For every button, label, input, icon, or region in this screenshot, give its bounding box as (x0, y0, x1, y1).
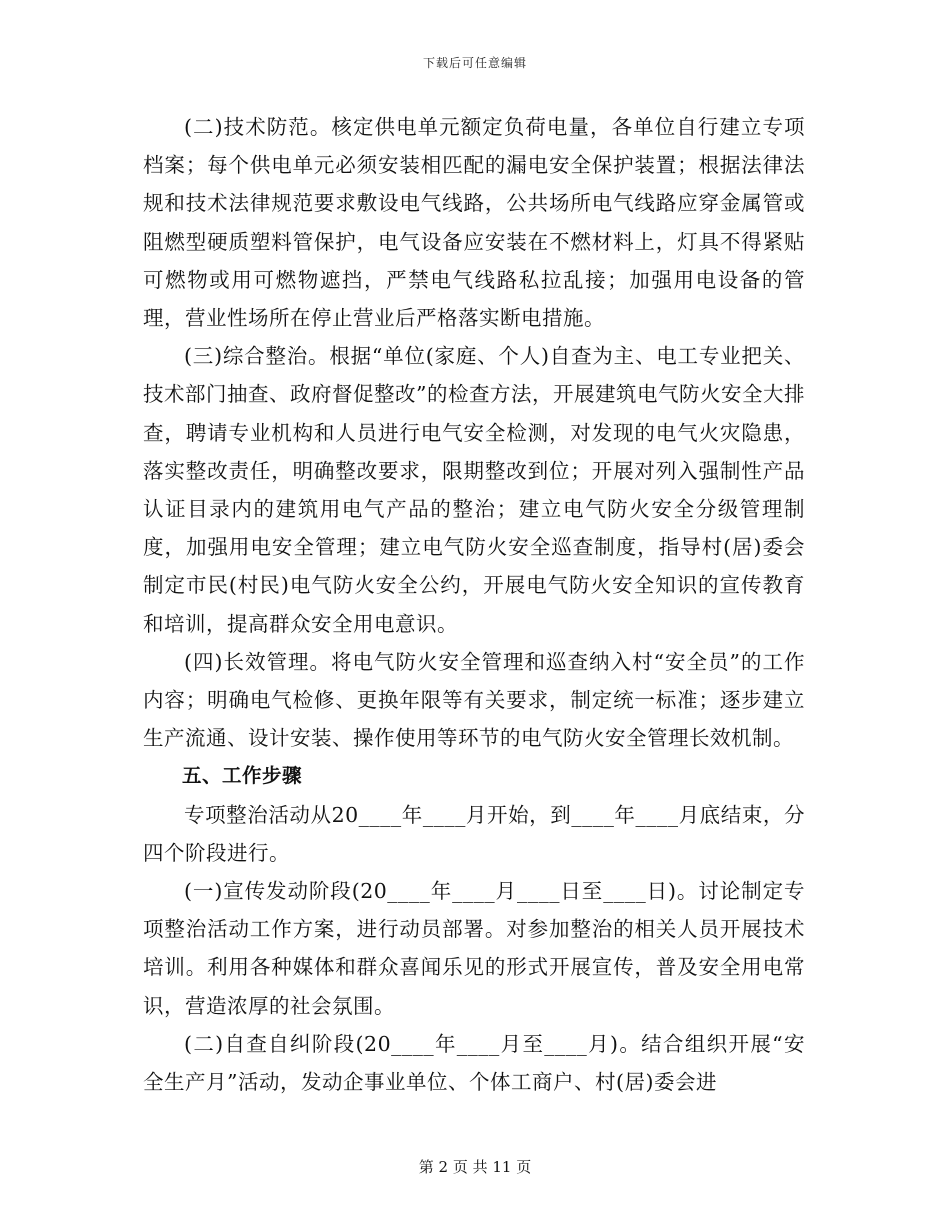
paragraph-publicity-stage: (一)宣传发动阶段(20____年____月____日至____日)。讨论制定专项整治活动工作方案，进行动员部署。对参加整治的相关人员开展技术培训。利用各种媒体和群众喜闻乐见的形式开展宣传，普及安全用电常识，营造浓厚的社会氛围。 (143, 879, 805, 1018)
document-body (143, 108, 805, 1101)
paragraph-schedule: 专项整治活动从20____年____月开始，到____年____月底结束，分四个阶段进行。 (143, 802, 805, 865)
paragraph-long-term-management: (四)长效管理。将电气防火安全管理和巡查纳入村“安全员”的工作内容；明确电气检修、更换年限等有关要求，制定统一标准；逐步建立生产流通、设计安装、操作使用等环节的电气防火安全管理长效机制。 (143, 649, 805, 751)
section-heading-work-steps: 五、工作步骤 (182, 764, 303, 788)
header-note: 下载后可任意编辑 (422, 56, 527, 70)
paragraph-self-inspection-stage: (二)自查自纠阶段(20____年____月至____月)。结合组织开展“安全生产月”活动，发动企事业单位、个体工商户、村(居)委会进 (143, 1031, 805, 1095)
paragraph-technical-prevention: (二)技术防范。核定供电单元额定负荷电量，各单位自行建立专项档案；每个供电单元必须安装相匹配的漏电安全保护装置；根据法律法规和技术法律规范要求敷设电气线路，公共场所电气线路应穿金属管或阻燃型硬质塑料管保护，电气设备应安装在不燃材料上，灯具不得紧贴可燃物或用可燃物遮挡，严禁电气线路私拉乱接；加强用电设备的管理，营业性场所在停止营业后严格落实断电措施。 (143, 115, 805, 331)
page-number: 第 2 页 共 11 页 (418, 1158, 532, 1176)
paragraph-comprehensive-rectification: (三)综合整治。根据“单位(家庭、个人)自查为主、电工专业把关、技术部门抽查、政府督促整改”的检查方法，开展建筑电气防火安全大排查，聘请专业机构和人员进行电气安全检测，对发现的电气火灾隐患，落实整改责任，明确整改要求，限期整改到位；开展对列入强制性产品认证目录内的建筑用电气产品的整治；建立电气防火安全分级管理制度，加强用电安全管理；建立电气防火安全巡查制度，指导村(居)委会制定市民(村民)电气防火安全公约，开展电气防火安全知识的宣传教育和培训，提高群众安全用电意识。 (143, 344, 805, 636)
